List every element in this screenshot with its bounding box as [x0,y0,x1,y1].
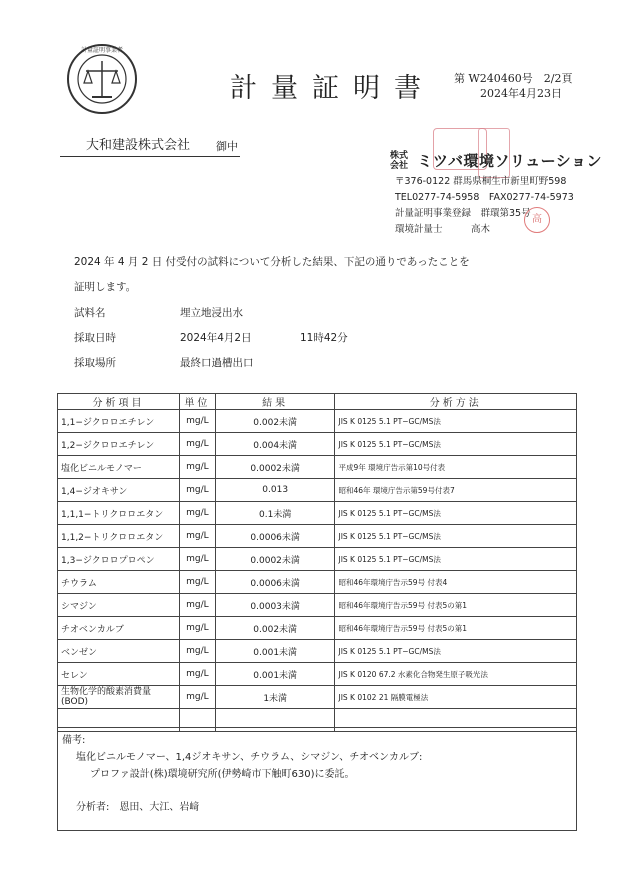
row-unit: mg/L [179,663,215,686]
row-item: セレン [58,663,180,686]
issuer-block [390,150,602,235]
sample-place-value: 最終口過槽出口 [180,357,254,369]
row-item: ベンゼン [58,640,180,663]
row-item: チウラム [58,571,180,594]
table-row [58,571,577,594]
document-date: 2024年4月23日 [480,87,562,100]
remarks-label: 備考: [62,735,86,746]
row-item: 1,4−ジオキサン [58,479,180,502]
row-result: 0.0006未満 [215,525,335,548]
row-result: 0.0002未満 [215,548,335,571]
row-item: チオベンカルブ [58,617,180,640]
row-method: JIS K 0125 5.1 PT−GC/MS法 [335,502,577,525]
row-result: 0.002未満 [215,410,335,433]
sample-name-value: 埋立地浸出水 [180,307,243,319]
row-unit: mg/L [179,617,215,640]
row-result: 0.001未満 [215,640,335,663]
row-unit: mg/L [179,433,215,456]
header-method: 分析方法 [335,394,577,410]
table-row [58,525,577,548]
remarks-line-1: 塩化ビニルモノマー、1,4ジオキサン、チウラム、シマジン、チオベンカルブ: [76,752,423,763]
table-row [58,548,577,571]
row-unit: mg/L [179,594,215,617]
row-result: 0.001未満 [215,663,335,686]
row-result: 0.002未満 [215,617,335,640]
document-title: 計量証明書 [230,73,435,104]
row-method: JIS K 0102 21 隔膜電極法 [335,686,577,709]
table-row [58,479,577,502]
sample-date-value: 2024年4月2日 [180,332,252,344]
company-type: 株式会社 [390,150,409,171]
table-row [58,594,577,617]
table-header-row [58,394,577,410]
remarks-line-2: プロファ設計(株)環境研究所(伊勢崎市下触町630)に委託。 [90,769,355,780]
row-item: 塩化ビニルモノマー [58,456,180,479]
row-method: JIS K 0120 67.2 水素化合物発生原子吸光法 [335,663,577,686]
row-result: 0.1未満 [215,502,335,525]
recipient-name: 大和建設株式会社 [60,134,240,157]
row-method: 昭和46年環境庁告示59号 付表5の第1 [335,594,577,617]
recipient-honorific: 御中 [216,140,238,153]
svg-text:計量証明事業者: 計量証明事業者 [80,47,124,54]
row-item: 1,3−ジクロロプロペン [58,548,180,571]
certification-seal-logo [66,43,138,115]
row-method: 昭和46年環境庁告示59号 付表4 [335,571,577,594]
row-method: JIS K 0125 5.1 PT−GC/MS法 [335,525,577,548]
row-unit: mg/L [179,686,215,709]
sample-name-label: 試料名 [74,307,106,319]
sample-date-label: 採取日時 [74,332,116,344]
row-unit: mg/L [179,502,215,525]
table-row [58,502,577,525]
intro-line-1: 2024 年 4 月 2 日 付受付の試料について分析した結果、下記の通りであったことを [74,256,470,268]
document-number: 第 W240460号 2/2頁 [454,72,573,85]
table-row [58,433,577,456]
intro-line-2: 証明します。 [74,281,137,293]
row-unit: mg/L [179,640,215,663]
row-result: 0.0006未満 [215,571,335,594]
sample-time-value: 11時42分 [300,332,348,344]
row-item: 1,1,2−トリクロロエタン [58,525,180,548]
analysis-results-table [57,393,577,732]
row-item: 1,1,1−トリクロロエタン [58,502,180,525]
row-method: JIS K 0125 5.1 PT−GC/MS法 [335,433,577,456]
row-result: 0.0003未満 [215,594,335,617]
row-unit: mg/L [179,571,215,594]
row-item: シマジン [58,594,180,617]
issuer-phone-fax: TEL0277-74-5958 FAX0277-74-5973 [395,192,574,203]
row-result: 0.0002未満 [215,456,335,479]
row-unit: mg/L [179,525,215,548]
issuer-measurer: 環境計量士 高木 [395,224,491,235]
table-row [58,663,577,686]
row-result: 1未満 [215,686,335,709]
table-row [58,686,577,709]
row-item: 1,2−ジクロロエチレン [58,433,180,456]
company-name: ミツバ環境ソリューション [417,152,602,170]
issuer-address: 〒376-0122 群馬県桐生市新里町野598 [395,176,567,187]
table-row [58,456,577,479]
row-unit: mg/L [179,479,215,502]
table-row [58,617,577,640]
row-method: JIS K 0125 5.1 PT−GC/MS法 [335,640,577,663]
row-item: 生物化学的酸素消費量(BOD) [58,686,180,709]
row-unit: mg/L [179,410,215,433]
remarks-analysts: 分析者: 恩田、大江、岩﨑 [76,802,200,813]
row-method: 昭和46年 環境庁告示第59号付表7 [335,479,577,502]
row-result: 0.004未満 [215,433,335,456]
sample-place-label: 採取場所 [74,357,116,369]
table-row [58,640,577,663]
row-method: JIS K 0125 5.1 PT−GC/MS法 [335,548,577,571]
row-item: 1,1−ジクロロエチレン [58,410,180,433]
issuer-registration: 計量証明事業登録 群環第35号 [395,208,531,219]
row-method: JIS K 0125 5.1 PT−GC/MS法 [335,410,577,433]
row-method: 昭和46年環境庁告示59号 付表5の第1 [335,617,577,640]
row-result: 0.013 [215,479,335,502]
remarks-box [57,727,577,831]
row-method: 平成9年 環境庁告示第10号付表 [335,456,577,479]
header-unit: 単位 [179,394,215,410]
header-result: 結果 [215,394,335,410]
measurer-seal: 高 [524,207,550,233]
header-item: 分析項目 [58,394,180,410]
row-unit: mg/L [179,456,215,479]
row-unit: mg/L [179,548,215,571]
table-row [58,410,577,433]
